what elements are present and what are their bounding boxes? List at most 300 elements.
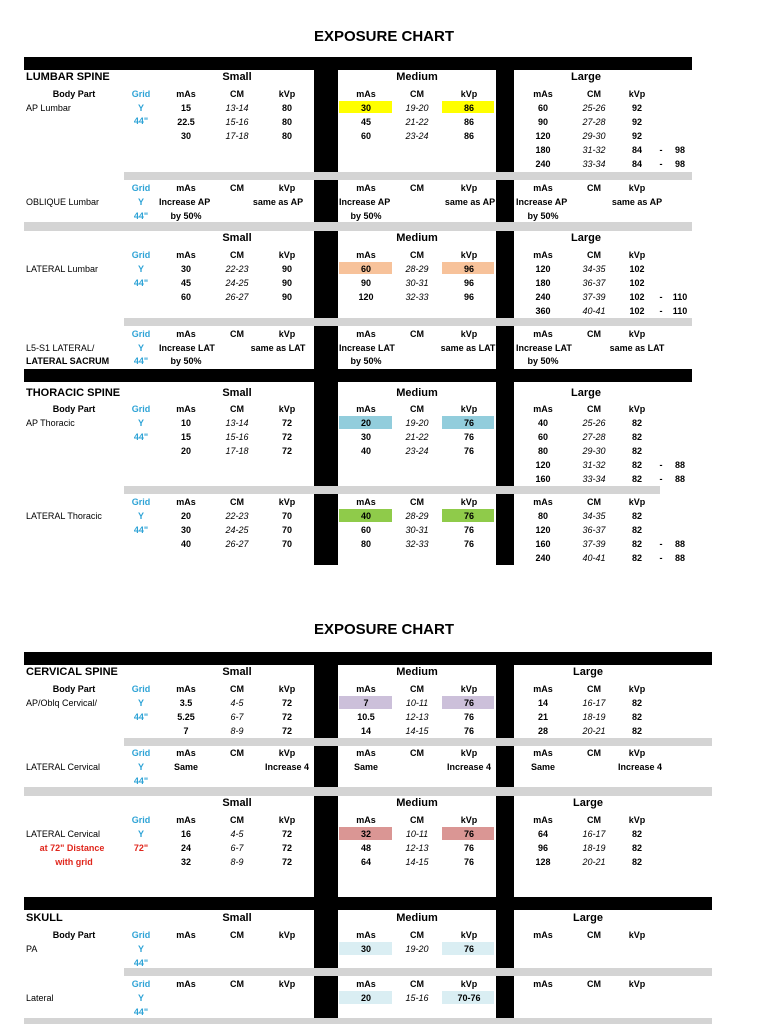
col-grid: Grid xyxy=(131,329,151,339)
heading-medium: Medium xyxy=(396,797,438,809)
col-mas: mAs xyxy=(356,930,376,940)
col-grid: Grid xyxy=(131,930,151,940)
l-kvp-value: 82 xyxy=(631,525,643,535)
m-kvp-value: 96 xyxy=(463,278,475,288)
l-cm-value: 27-28 xyxy=(582,117,606,127)
row-separator xyxy=(124,968,712,976)
l-kvp-value: 84 xyxy=(631,145,643,155)
m-mas-value: 120 xyxy=(358,292,374,302)
s-kvp-value: 72 xyxy=(281,712,293,722)
col-mas: mAs xyxy=(176,329,196,339)
col-cm: CM xyxy=(230,748,244,758)
s-cm-value: 6-7 xyxy=(230,712,244,722)
s-kvp-value: 70 xyxy=(281,511,293,521)
l-mas-value: 96 xyxy=(537,843,549,853)
col-cm: CM xyxy=(410,815,424,825)
s-mas-value: 30 xyxy=(180,264,192,274)
grid-flag: Y xyxy=(137,829,145,839)
m-cm-value: 28-29 xyxy=(405,264,429,274)
col-kvp: kVp xyxy=(460,684,478,694)
l-kvp-value: 82 xyxy=(631,539,643,549)
col-mas: mAs xyxy=(176,748,196,758)
grid-flag: Y xyxy=(137,197,145,207)
m-cm-value: 32-33 xyxy=(405,539,429,549)
l-kvp-value: 82 xyxy=(631,511,643,521)
l-cm-value: 40-41 xyxy=(582,553,606,563)
range-dash: - xyxy=(659,159,663,169)
col-mas: mAs xyxy=(176,684,196,694)
col-cm: CM xyxy=(230,183,244,193)
m-mas-value: 30 xyxy=(360,103,372,113)
col-kvp: kVp xyxy=(278,250,296,260)
col-cm: CM xyxy=(587,748,601,758)
m-kvp-value: 86 xyxy=(463,131,475,141)
l-mas-value: 120 xyxy=(535,460,551,470)
col-mas: mAs xyxy=(176,89,196,99)
col-cm: CM xyxy=(410,89,424,99)
col-kvp: kVp xyxy=(628,89,646,99)
increase-note: by 50% xyxy=(350,356,382,366)
l-kvp-value: 92 xyxy=(631,131,643,141)
m-cm-value: 23-24 xyxy=(405,446,429,456)
heading-small: Small xyxy=(222,232,252,244)
s-mas-value: 10 xyxy=(180,418,192,428)
m-kvp-value: 76 xyxy=(463,829,475,839)
grid-distance: 44" xyxy=(133,525,149,535)
col-cm: CM xyxy=(410,250,424,260)
grid-distance: 44" xyxy=(133,1007,149,1017)
grid-distance: 44" xyxy=(133,712,149,722)
kvp-max-value: 88 xyxy=(674,553,686,563)
m-mas-value: 60 xyxy=(360,131,372,141)
increase-note: by 50% xyxy=(350,211,382,221)
col-kvp: kVp xyxy=(460,250,478,260)
grid-distance: 44" xyxy=(133,278,149,288)
kvp-max-value: 88 xyxy=(674,474,686,484)
col-kvp: kVp xyxy=(628,748,646,758)
s-cm-value: 22-23 xyxy=(225,511,249,521)
l-mas-value: 14 xyxy=(537,698,549,708)
col-kvp: kVp xyxy=(628,497,646,507)
m-kvp-value: 76 xyxy=(463,418,475,428)
heading-small: Small xyxy=(222,912,252,924)
m-kvp-value: 76 xyxy=(463,857,475,867)
l-cm-value: 31-32 xyxy=(582,145,606,155)
top-rule xyxy=(24,652,712,665)
s-mas-value: 15 xyxy=(180,103,192,113)
grid-distance: 44" xyxy=(133,958,149,968)
m-mas-value: 7 xyxy=(363,698,369,708)
col-kvp: kVp xyxy=(278,89,296,99)
l-kvp-value: 82 xyxy=(631,460,643,470)
section-title-lumbar: LUMBAR SPINE xyxy=(26,71,110,83)
s-cm-value: 26-27 xyxy=(225,292,249,302)
col-cm: CM xyxy=(587,684,601,694)
row-separator xyxy=(24,1018,712,1024)
s-cm-value: 15-16 xyxy=(225,432,249,442)
l-kvp-value: 82 xyxy=(631,553,643,563)
kvp-max-value: 110 xyxy=(672,306,688,316)
col-grid: Grid xyxy=(131,89,151,99)
s-cm-value: 22-23 xyxy=(225,264,249,274)
l-kvp-value: 102 xyxy=(629,306,645,316)
l-mas-value: 360 xyxy=(535,306,551,316)
col-mas: mAs xyxy=(356,815,376,825)
col-mas: mAs xyxy=(533,930,553,940)
m-kvp-value: 76 xyxy=(463,698,475,708)
m-mas-value: 20 xyxy=(360,993,372,1003)
m-cm-value: 21-22 xyxy=(405,432,429,442)
grid-flag: Y xyxy=(137,418,145,428)
l-kvp-value: 102 xyxy=(629,264,645,274)
row-separator xyxy=(24,222,692,231)
increase-note: Increase LAT xyxy=(516,343,572,353)
col-grid: Grid xyxy=(131,250,151,260)
kvp-max-value: 98 xyxy=(674,145,686,155)
increase-note: Increase LAT xyxy=(339,343,395,353)
col-mas: mAs xyxy=(176,404,196,414)
s-kvp-value: 80 xyxy=(281,131,293,141)
s-mas-value: 30 xyxy=(180,525,192,535)
m-cm-value: 30-31 xyxy=(405,525,429,535)
m-mas-value: 30 xyxy=(360,432,372,442)
s-kvp-value: 72 xyxy=(281,418,293,428)
s-mas-value: 60 xyxy=(180,292,192,302)
l-cm-value: 27-28 xyxy=(582,432,606,442)
m-cm-value: 19-20 xyxy=(405,103,429,113)
l-mas-value: 120 xyxy=(535,131,551,141)
col-cm: CM xyxy=(410,404,424,414)
increase-note: same as LAT xyxy=(250,343,306,353)
increase-note: same as LAT xyxy=(440,343,496,353)
chart-title: EXPOSURE CHART xyxy=(313,621,455,638)
m-kvp-value: 76 xyxy=(463,712,475,722)
l-kvp-value: 82 xyxy=(631,829,643,839)
col-body-part: Body Part xyxy=(52,930,96,940)
s-kvp-value: 72 xyxy=(281,726,293,736)
m-kvp-value: 96 xyxy=(463,292,475,302)
section-title-skull: SKULL xyxy=(26,912,63,924)
m-mas-value: 20 xyxy=(360,418,372,428)
heading-large: Large xyxy=(573,797,603,809)
m-cm-value: 28-29 xyxy=(405,511,429,521)
col-cm: CM xyxy=(587,329,601,339)
m-kvp-value: 76 xyxy=(463,511,475,521)
col-mas: mAs xyxy=(533,183,553,193)
increase-note: by 50% xyxy=(170,211,202,221)
row-label-lateral-cervical: LATERAL Cervical xyxy=(26,762,101,772)
increase-note: by 50% xyxy=(527,356,559,366)
col-cm: CM xyxy=(410,329,424,339)
range-dash: - xyxy=(659,145,663,155)
col-kvp: kVp xyxy=(278,979,296,989)
range-dash: - xyxy=(659,553,663,563)
l-cm-value: 20-21 xyxy=(582,726,606,736)
m-kvp-value: 76 xyxy=(463,432,475,442)
col-cm: CM xyxy=(587,250,601,260)
l-cm-value: 16-17 xyxy=(582,698,606,708)
m-kvp-value: 76 xyxy=(463,539,475,549)
l-kvp-value: 82 xyxy=(631,698,643,708)
increase-note: Increase AP xyxy=(159,197,211,207)
col-cm: CM xyxy=(230,684,244,694)
col-mas: mAs xyxy=(356,329,376,339)
l-cm-value: 36-37 xyxy=(582,525,606,535)
col-mas: mAs xyxy=(533,979,553,989)
heading-medium: Medium xyxy=(396,387,438,399)
s-mas-value: 5.25 xyxy=(177,712,195,722)
col-kvp: kVp xyxy=(460,404,478,414)
l-mas-value: 160 xyxy=(535,474,551,484)
l-mas-value: 240 xyxy=(535,292,551,302)
heading-large: Large xyxy=(571,232,601,244)
col-grid: Grid xyxy=(131,183,151,193)
s-kvp-value: 70 xyxy=(281,525,293,535)
l-kvp-value: 92 xyxy=(631,117,643,127)
l-mas-value: 60 xyxy=(537,103,549,113)
row-separator xyxy=(24,787,712,796)
increase-note: Increase 4 xyxy=(264,762,310,772)
row-separator xyxy=(124,318,692,326)
increase-note: Increase AP xyxy=(516,197,568,207)
s-cm-value: 15-16 xyxy=(225,117,249,127)
m-mas-value: 48 xyxy=(360,843,372,853)
m-mas-value: 60 xyxy=(360,264,372,274)
s-kvp-value: 72 xyxy=(281,857,293,867)
col-kvp: kVp xyxy=(628,329,646,339)
grid-note: with grid xyxy=(55,857,93,867)
l-kvp-value: 82 xyxy=(631,418,643,428)
m-cm-value: 19-20 xyxy=(405,944,429,954)
l-kvp-value: 82 xyxy=(631,432,643,442)
heading-small: Small xyxy=(222,797,252,809)
increase-note: by 50% xyxy=(170,356,202,366)
m-mas-value: 60 xyxy=(360,525,372,535)
col-body-part: Body Part xyxy=(52,684,96,694)
grid-flag: Y xyxy=(137,698,145,708)
row-separator xyxy=(124,738,712,746)
col-kvp: kVp xyxy=(460,89,478,99)
s-kvp-value: 90 xyxy=(281,292,293,302)
s-cm-value: 6-7 xyxy=(230,843,244,853)
l-cm-value: 31-32 xyxy=(582,460,606,470)
grid-distance: 44" xyxy=(133,211,149,221)
col-kvp: kVp xyxy=(278,329,296,339)
l-cm-value: 40-41 xyxy=(582,306,606,316)
col-mas: mAs xyxy=(176,183,196,193)
col-kvp: kVp xyxy=(460,930,478,940)
kvp-max-value: 88 xyxy=(674,460,686,470)
m-kvp-value: 86 xyxy=(463,117,475,127)
l-mas-value: 160 xyxy=(535,539,551,549)
col-kvp: kVp xyxy=(628,684,646,694)
grid-distance: 44" xyxy=(133,116,149,126)
s-kvp-value: 72 xyxy=(281,446,293,456)
l-cm-value: 25-26 xyxy=(582,418,606,428)
l-mas-value: 180 xyxy=(535,278,551,288)
s-cm-value: 8-9 xyxy=(230,726,244,736)
row-label-skull-lateral: Lateral xyxy=(26,993,54,1003)
s-cm-value: 26-27 xyxy=(225,539,249,549)
s-kvp-value: 72 xyxy=(281,843,293,853)
l-mas-value: 80 xyxy=(537,511,549,521)
col-kvp: kVp xyxy=(460,497,478,507)
l-kvp-value: 102 xyxy=(629,292,645,302)
l-kvp-value: 82 xyxy=(631,843,643,853)
heading-medium: Medium xyxy=(396,232,438,244)
col-cm: CM xyxy=(587,930,601,940)
l-cm-value: 37-39 xyxy=(582,539,606,549)
row-label-lateral-lumbar: LATERAL Lumbar xyxy=(26,264,99,274)
grid-distance: 72" xyxy=(133,843,149,853)
s-kvp-value: 90 xyxy=(281,264,293,274)
m-cm-value: 10-11 xyxy=(405,829,429,839)
m-kvp-value: 76 xyxy=(463,944,475,954)
m-cm-value: 23-24 xyxy=(405,131,429,141)
col-kvp: kVp xyxy=(278,684,296,694)
same-note: Same xyxy=(353,762,379,772)
l-cm-value: 33-34 xyxy=(582,159,606,169)
col-kvp: kVp xyxy=(278,930,296,940)
m-cm-value: 12-13 xyxy=(405,712,429,722)
l-mas-value: 120 xyxy=(535,525,551,535)
col-cm: CM xyxy=(410,684,424,694)
row-label-ap-thoracic: AP Thoracic xyxy=(26,418,75,428)
s-cm-value: 13-14 xyxy=(225,418,249,428)
col-mas: mAs xyxy=(356,497,376,507)
l-cm-value: 36-37 xyxy=(582,278,606,288)
col-mas: mAs xyxy=(176,497,196,507)
col-cm: CM xyxy=(230,404,244,414)
l-cm-value: 37-39 xyxy=(582,292,606,302)
col-cm: CM xyxy=(230,497,244,507)
l-kvp-value: 92 xyxy=(631,103,643,113)
l-kvp-value: 102 xyxy=(629,278,645,288)
grid-flag: Y xyxy=(137,993,145,1003)
kvp-max-value: 88 xyxy=(674,539,686,549)
increase-note: Increase 4 xyxy=(446,762,492,772)
l-mas-value: 120 xyxy=(535,264,551,274)
l-cm-value: 34-35 xyxy=(582,264,606,274)
grid-distance: 44" xyxy=(133,356,149,366)
s-mas-value: 7 xyxy=(183,726,189,736)
s-cm-value: 17-18 xyxy=(225,131,249,141)
s-mas-value: 32 xyxy=(180,857,192,867)
m-mas-value: 90 xyxy=(360,278,372,288)
l-mas-value: 180 xyxy=(535,145,551,155)
col-grid: Grid xyxy=(131,815,151,825)
same-note: Same xyxy=(530,762,556,772)
s-cm-value: 13-14 xyxy=(225,103,249,113)
l-kvp-value: 82 xyxy=(631,726,643,736)
col-kvp: kVp xyxy=(628,183,646,193)
s-mas-value: 16 xyxy=(180,829,192,839)
l-cm-value: 33-34 xyxy=(582,474,606,484)
s-mas-value: 45 xyxy=(180,278,192,288)
grid-distance: 44" xyxy=(133,776,149,786)
col-kvp: kVp xyxy=(628,250,646,260)
m-cm-value: 19-20 xyxy=(405,418,429,428)
l-mas-value: 90 xyxy=(537,117,549,127)
col-mas: mAs xyxy=(356,748,376,758)
s-cm-value: 24-25 xyxy=(225,278,249,288)
grid-flag: Y xyxy=(137,343,145,353)
heading-medium: Medium xyxy=(396,71,438,83)
l-kvp-value: 84 xyxy=(631,159,643,169)
s-mas-value: 15 xyxy=(180,432,192,442)
s-kvp-value: 90 xyxy=(281,278,293,288)
col-cm: CM xyxy=(587,404,601,414)
col-cm: CM xyxy=(410,497,424,507)
l-cm-value: 16-17 xyxy=(582,829,606,839)
col-mas: mAs xyxy=(356,404,376,414)
col-cm: CM xyxy=(230,979,244,989)
l-mas-value: 80 xyxy=(537,446,549,456)
col-kvp: kVp xyxy=(628,815,646,825)
col-mas: mAs xyxy=(533,89,553,99)
l-cm-value: 20-21 xyxy=(582,857,606,867)
range-dash: - xyxy=(659,539,663,549)
col-cm: CM xyxy=(230,329,244,339)
grid-distance: 44" xyxy=(133,432,149,442)
col-mas: mAs xyxy=(533,250,553,260)
row-label-lateral-cervical-72: LATERAL Cervical xyxy=(26,829,101,839)
range-dash: - xyxy=(659,460,663,470)
l-mas-value: 128 xyxy=(535,857,551,867)
m-kvp-value: 76 xyxy=(463,726,475,736)
row-label-lateral-thoracic: LATERAL Thoracic xyxy=(26,511,102,521)
col-kvp: kVp xyxy=(278,404,296,414)
range-dash: - xyxy=(659,474,663,484)
l-kvp-value: 82 xyxy=(631,857,643,867)
range-dash: - xyxy=(659,292,663,302)
col-mas: mAs xyxy=(356,684,376,694)
col-mas: mAs xyxy=(533,404,553,414)
heading-small: Small xyxy=(222,387,252,399)
row-label-l5s1-lateral: L5-S1 LATERAL/ xyxy=(26,343,95,353)
heading-small: Small xyxy=(222,71,252,83)
col-cm: CM xyxy=(410,930,424,940)
l-kvp-value: 82 xyxy=(631,446,643,456)
col-cm: CM xyxy=(410,183,424,193)
col-cm: CM xyxy=(230,89,244,99)
col-kvp: kVp xyxy=(278,748,296,758)
col-body-part: Body Part xyxy=(52,404,96,414)
distance-note: at 72" Distance xyxy=(39,843,105,853)
m-mas-value: 10.5 xyxy=(357,712,375,722)
heading-large: Large xyxy=(571,387,601,399)
col-kvp: kVp xyxy=(278,815,296,825)
s-mas-value: 20 xyxy=(180,511,192,521)
grid-flag: Y xyxy=(137,103,145,113)
col-kvp: kVp xyxy=(460,979,478,989)
s-kvp-value: 72 xyxy=(281,829,293,839)
kvp-max-value: 98 xyxy=(674,159,686,169)
section-title-thoracic: THORACIC SPINE xyxy=(26,387,121,399)
col-cm: CM xyxy=(587,183,601,193)
col-mas: mAs xyxy=(176,250,196,260)
col-cm: CM xyxy=(410,748,424,758)
col-cm: CM xyxy=(410,979,424,989)
l-mas-value: 240 xyxy=(535,159,551,169)
col-grid: Grid xyxy=(131,979,151,989)
section-title-cervical: CERVICAL SPINE xyxy=(26,666,118,678)
s-cm-value: 24-25 xyxy=(225,525,249,535)
m-mas-value: 80 xyxy=(360,539,372,549)
col-kvp: kVp xyxy=(628,979,646,989)
m-cm-value: 10-11 xyxy=(405,698,429,708)
col-mas: mAs xyxy=(533,497,553,507)
